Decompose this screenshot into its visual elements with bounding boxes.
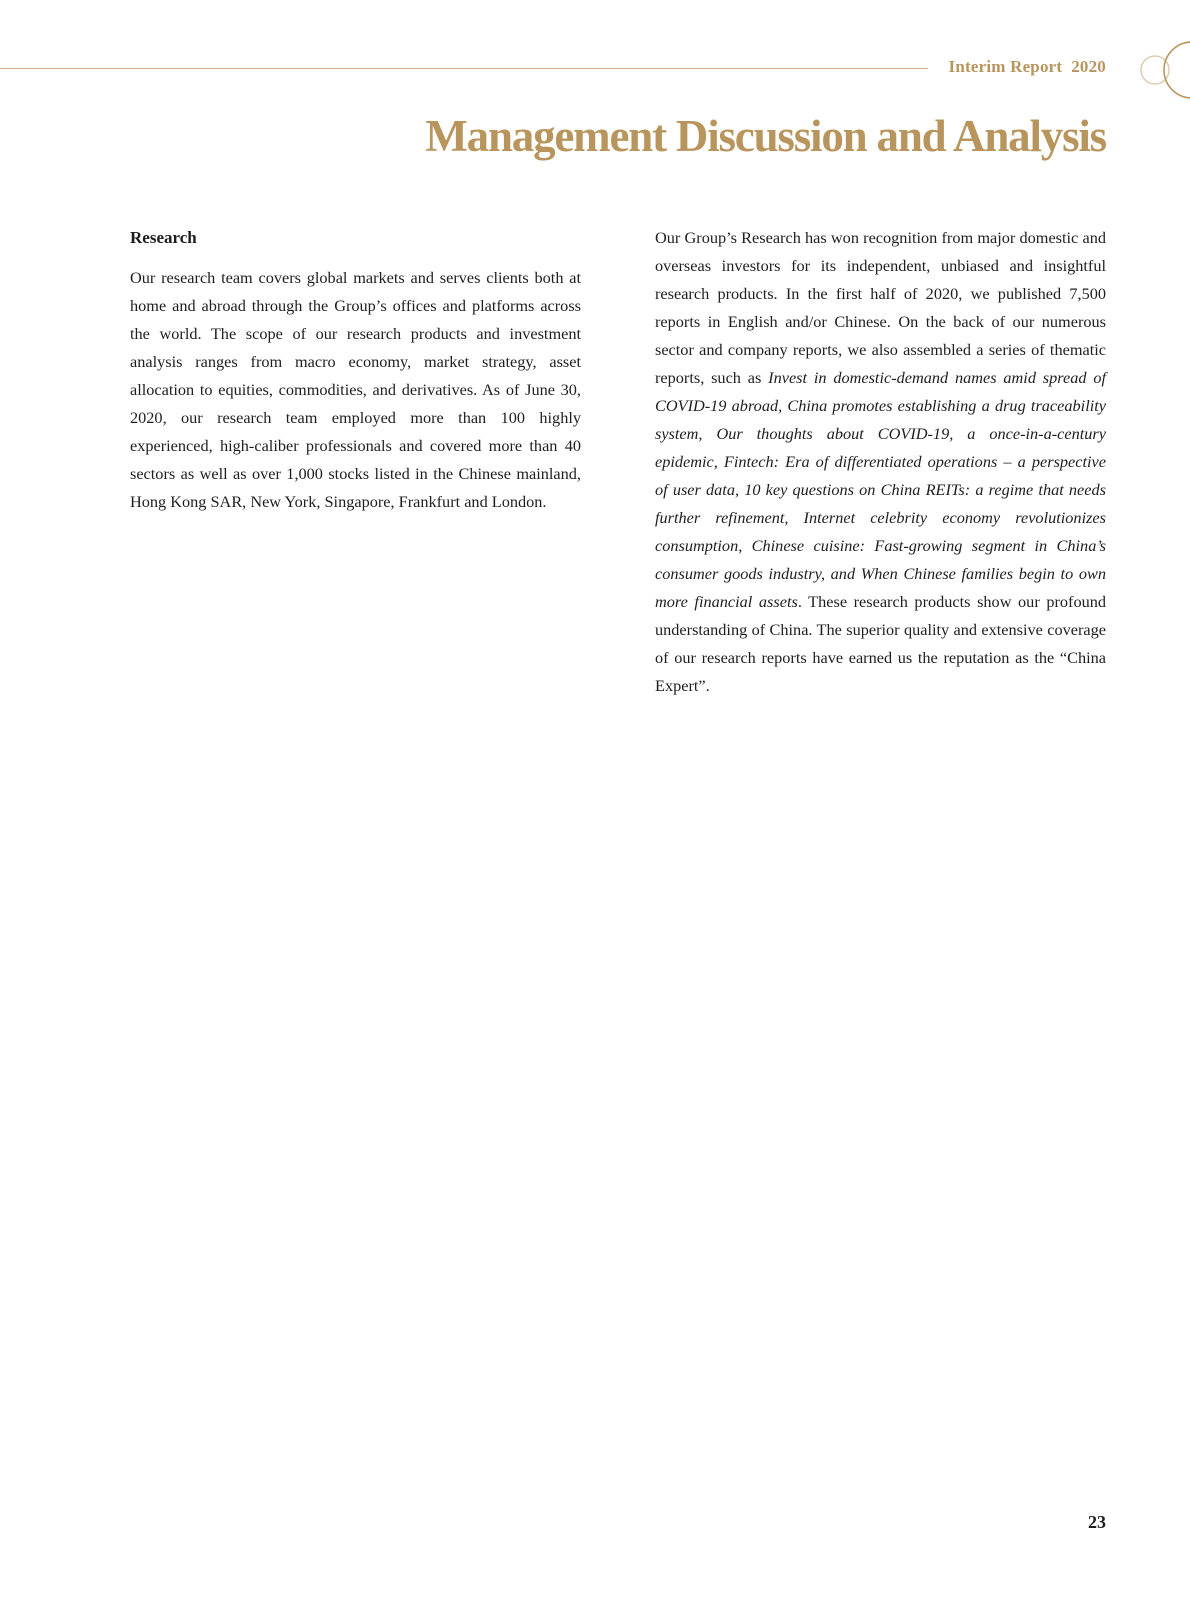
header-rule	[0, 68, 928, 69]
thematic-report-titles: Invest in domestic-demand names amid spread of COVID-19 abroad, China promotes establishing a drug traceability system, Our thoughts about COVID-19, a once-in-a-century epidemic, Fintech: Era of differentiated operations – a perspective of user data, 10 key questions on China REITs: a regime that needs further refinement, Internet celebrity economy revolutionizes consumption, Chinese cuisine: Fast-growing segment in China’s consumer goods industry, and When Chinese families begin to own more financial assets	[655, 368, 1106, 611]
research-paragraph: Our research team covers global markets and serves clients both at home and abroad through the Group’s offices and platforms across the world. The scope of our research products and investment analysis ranges from macro economy, market strategy, asset allocation to equities, commodities, and derivatives. As of June 30, 2020, our research team employed more than 100 highly experienced, high-caliber professionals and covered more than 40 sectors as well as over 1,000 stocks listed in the Chinese mainland, Hong Kong SAR, New York, Singapore, Frankfurt and London.	[130, 268, 581, 511]
right-column	[655, 224, 1106, 700]
page-title: Management Discussion and Analysis	[425, 111, 1106, 161]
left-column	[130, 224, 581, 516]
report-label: Interim Report 2020	[948, 57, 1106, 76]
recognition-paragraph: Our Group’s Research has won recognition from major domestic and overseas investors for its independent, unbiased and insightful research products. In the first half of 2020, we published 7,500 reports in English and/or Chinese. On the back of our numerous sector and company reports, we also assembled a series of thematic reports, such as Invest in domestic-demand names amid spread of COVID-19 abroad, China promotes establishing a drug traceability system, Our thoughts about COVID-19, a once-in-a-century epidemic, Fintech: Era of differentiated operations – a perspective of user data, 10 key questions on China REITs: a regime that needs further refinement, Internet celebrity economy revolutionizes consumption, Chinese cuisine: Fast-growing segment in China’s consumer goods industry, and When Chinese families begin to own more financial assets. These research products show our profound understanding of China. The superior quality and extensive coverage of our research reports have earned us the reputation as the “China Expert”.	[655, 228, 1107, 695]
decorative-circles-icon	[1130, 38, 1190, 102]
page-number: 23	[1088, 1512, 1106, 1532]
section-heading: Research	[130, 228, 197, 247]
